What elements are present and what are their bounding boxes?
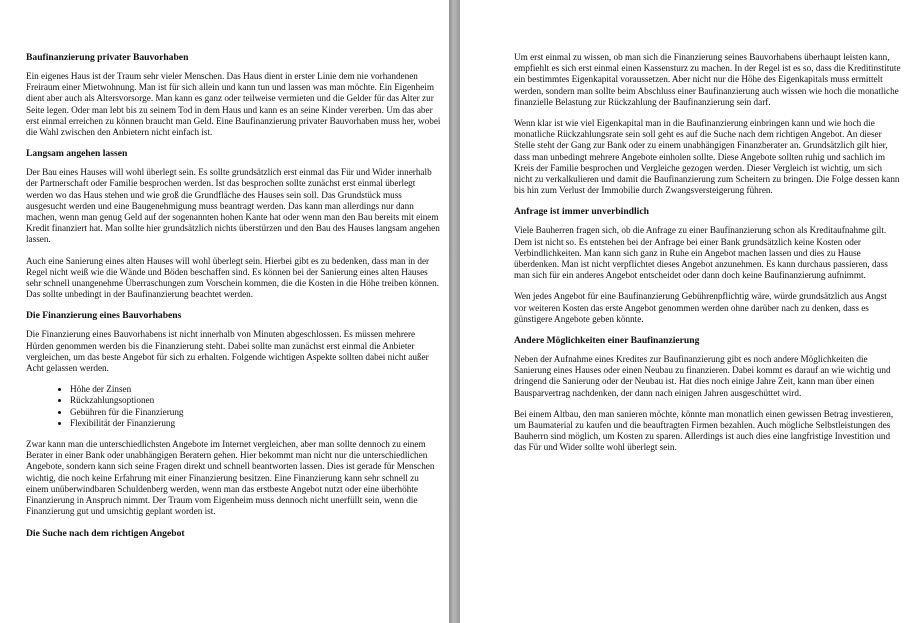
page-divider — [449, 0, 460, 623]
paragraph: Zwar kann man die unterschiedlichsten Angebote im Internet vergleichen, aber man sollte dennoch zu einem Berater in einer Bank oder unabhängigen Beratern gehen. Hier bekommt man nicht nur die unterschiedlichen Angebote, sondern kann sich seine Fragen direkt und schnell beantworten lassen. Dies ist gerade für Menschen wichtig, die noch keine Erfahrung mit einer Finanzierung besitzen. Eine Finanzierung kann sehr schnell zu einem unüberwindbaren Schuldenberg werden, wenn man das erstbeste Angebot nutzt oder eine überhöhte Finanzierung in Anspruch nimmt. Der Traum vom Eigenheim muss dennoch nicht unerfüllt sein, wenn die Finanzierung gut und umsichtig geplant worden ist. — [26, 439, 435, 517]
section-heading: Die Suche nach dem richtigen Angebot — [26, 527, 185, 539]
section-heading: Andere Möglichkeiten einer Baufinanzierung — [514, 335, 700, 347]
list-item: • Flexibilität der Finanzierung — [70, 418, 441, 429]
paragraph: Wenn klar ist wie viel Eigenkapital man in die Baufinanzierung einbringen kann und wie hoch die monatliche Rückzahlungsrate sein soll geht es auf die Suche nach dem richtigen Angebot. An dieser Stelle steht der Gang zur Bank oder zu einem unabhängigen Finanzberater an. Grundsätzlich gilt hier, dass man unbedingt mehrere Angebote einholen sollte. Diese Angebote sollten ruhig und sachlich im Kreis der Familie besprochen und Vergleiche gezogen werden. Dieser Vergleich ist wichtig, um sich nicht zu verkalkulieren und damit die Baufinanzierung zum Scheitern zu bringen. Die Folge dessen kann bis hin zum Verlust der Immobilie durch Zwangsversteigerung führen. — [514, 118, 900, 196]
paragraph: Die Finanzierung eines Bauvorhabens ist nicht innerhalb von Minuten abgeschlossen. Es müssen mehrere Hürden genommen werden bis die Finanzierung steht. Dabei sollte man zunächst erst einmal die Anbieter vergleichen, um das beste Angebot für sich zu erhalten. Folgende wichtigen Aspekte sollten dabei nicht außer Acht gelassen werden. — [26, 329, 429, 374]
paragraph: Wen jedes Angebot für eine Baufinanzierung Gebührenpflichtig wäre, würde grundsätzlich aus Angst vor weiteren Kosten das erste Angebot genommen werden ohne darüber nach zu denken, dass es günstigere Angebote geben könnte. — [514, 291, 887, 324]
paragraph: Der Bau eines Hauses will wohl überlegt sein. Es sollte grundsätzlich erst einmal das Für und Wider innerhalb der Partnerschaft oder Familie besprochen werden. Ist das besprochen sollte zunächst erst einmal überlegt werden wo das Haus stehen und wie groß die Grundfläche des Hauses sein soll. Das Grundstück muss ausgesucht werden und eine Baugenehmigung muss beantragt werden. Das kann man allerdings nur dann machen, wenn man genug Geld auf der sogenannten hohen Kante hat oder wenn man den Bau bereits mit einem Kredit finanziert hat. Man sollte hier grundsätzlich nichts überstürzen und den Bau des Hauses langsam angehen lassen. — [26, 167, 440, 245]
section-heading: Anfrage ist immer unverbindlich — [514, 206, 649, 218]
paragraph: Bei einem Altbau, den man sanieren möchte, könnte man monatlich einen gewissen Betrag investieren, um Baumaterial zu kaufen und die beauftragten Firmen bezahlen. Auch mögliche Selbstleistungen des Bauherrn sind möglich, um Kosten zu sparen. Allerdings ist auch dies eine langfristige Investition und das Für und Wider sollte wohl überlegt sein. — [514, 408, 894, 453]
bullet-list — [26, 384, 441, 429]
paragraph: Neben der Aufnahme eines Kredites zur Baufinanzierung gibt es noch andere Möglichkeiten die Sanierung eines Hauses oder einen Neubau zu finanzieren. Dabei kommt es darauf an wie wichtig und dringend die Sanierung oder der Neubau ist. Hat dies noch einige Jahre Zeit, kann man über einen Bausparvertrag nachdenken, der dann nach einigen Jahren ausgeschüttet wird. — [514, 354, 891, 398]
section-heading: Die Finanzierung eines Bauvorhabens — [26, 310, 182, 322]
paragraph: Viele Bauherren fragen sich, ob die Anfrage zu einer Baufinanzierung schon als Kreditaufnahme gilt. Dem ist nicht so. Es entstehen bei der Anfrage bei einer Bank grundsätzlich keine Kosten oder Verbindlichkeiten. Man kann sich ganz in Ruhe ein Angebot machen lassen und dies zu Hause überdenken. Man ist nicht verpflichtet dieses Angebot anzunehmen. Es kann durchaus passieren, dass man sich für ein anderes Angebot entscheidet oder dann doch keine Baufinanzierung aufnimmt. — [514, 225, 888, 281]
left-page — [0, 0, 449, 623]
paragraph: Auch eine Sanierung eines alten Hauses will wohl überlegt sein. Hierbei gibt es zu bedenken, dass man in der Regel nicht weiß wie die Wände und Böden beschaffen sind. Es können bei der Sanierung eines alten Hauses sehr schnell unangenehme Überraschungen zum Vorschein kommen, die die Kosten in die Höhe treiben können. Das sollte unbedingt in der Baufinanzierung beachtet werden. — [26, 255, 439, 300]
paragraph: Um erst einmal zu wissen, ob man sich die Finanzierung seines Bauvorhabens überhaupt leisten kann, empfiehlt es sich erst einmal einen Kassensturz zu machen. In der Regel ist es so, dass die Kreditinstitute ein bestimmtes Eigenkapital voraussetzen. Aber nicht nur die Höhe des Eigenkapitals muss ermittelt werden, sondern man sollte beim Abschluss einer Baufinanzierung auch wissen wie hoch die monatliche finanzielle Belastung zur Rückzahlung der Baufinanzierung sein darf. — [514, 52, 901, 107]
right-page — [460, 0, 911, 623]
list-item: • Rückzahlungsoptionen — [70, 395, 441, 406]
section-heading: Baufinanzierung privater Bauvorhaben — [26, 52, 189, 63]
list-item: • Höhe der Zinsen — [70, 384, 441, 395]
paragraph: Ein eigenes Haus ist der Traum sehr vieler Menschen. Das Haus dient in erster Linie dem nie vorhandenen Freiraum einer Mietwohnung. Man ist für sich allein und kann tun und lassen was man möchte. Ein Eigenheim dient aber auch als Altersvorsorge. Man kann es ganz oder teilweise vermieten und die Gelder für das Alter zur Seite legen. Oder man lebt bis zu seinem Tod in dem Haus und kann es an seine Kinder vererben. Um das aber erst einmal erreichen zu können braucht man Geld. Eine Baufinanzierung privater Bauvorhaben muss her, wobei die Wahl zwischen den Anbietern nicht einfach ist. — [26, 71, 441, 138]
section-heading: Langsam angehen lassen — [26, 148, 128, 160]
list-item: • Gebühren für die Finanzierung — [70, 407, 441, 418]
